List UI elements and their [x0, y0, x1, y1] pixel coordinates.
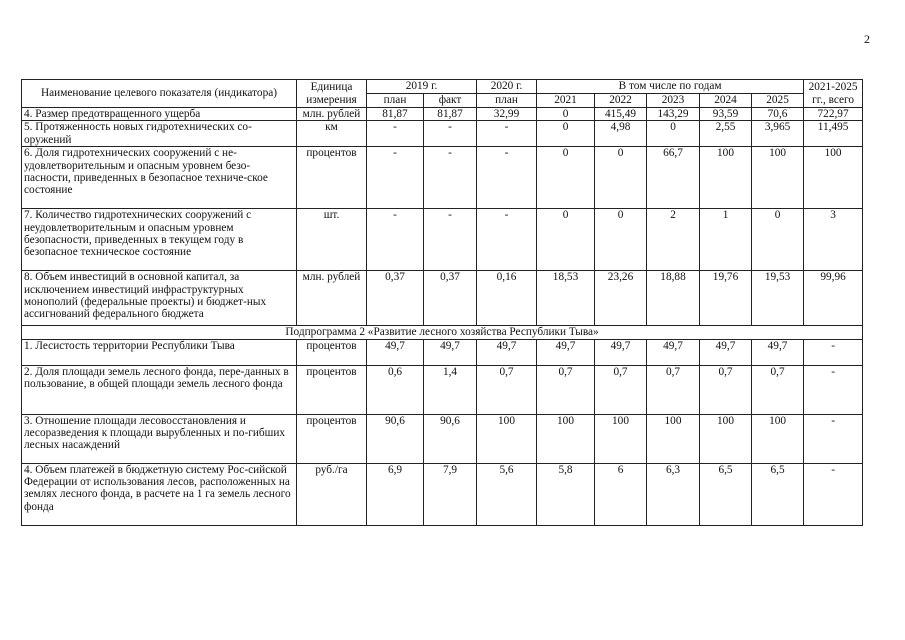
indicator-value: 0	[537, 108, 595, 121]
indicator-value: -	[477, 209, 537, 271]
indicator-unit: процентов	[297, 365, 367, 414]
indicator-value: 0	[595, 147, 647, 209]
header-year-2022: 2022	[595, 94, 647, 108]
indicator-value: -	[477, 147, 537, 209]
table-row	[22, 339, 863, 365]
indicator-value: -	[804, 365, 863, 414]
indicator-value: 49,7	[700, 339, 752, 365]
indicator-name: 3. Отношение площади лесовосстановления и лесоразведения к площади вырубленных и по-гибших лесных насаждений	[22, 414, 297, 463]
indicator-value: 100	[647, 414, 700, 463]
subprogram-section	[22, 326, 863, 339]
indicator-name: 4. Объем платежей в бюджетную систему Рос-сийской Федерации от использования лесов, расположенных на землях лесного фонда, в расчете на 1 га земель лесного фонда	[22, 463, 297, 525]
indicator-value: 0,7	[537, 365, 595, 414]
indicator-value: 100	[477, 414, 537, 463]
indicator-value: 4,98	[595, 121, 647, 147]
indicator-value: 100	[752, 414, 804, 463]
indicator-value: 0,7	[700, 365, 752, 414]
indicator-value: 18,53	[537, 271, 595, 326]
table-row	[22, 365, 863, 414]
indicator-value: 143,29	[647, 108, 700, 121]
table-row	[22, 147, 863, 209]
indicator-unit: руб./га	[297, 463, 367, 525]
indicator-value: -	[424, 147, 477, 209]
table-row	[22, 209, 863, 271]
indicator-value: 2,55	[700, 121, 752, 147]
indicator-value: 49,7	[752, 339, 804, 365]
indicator-unit: млн. рублей	[297, 108, 367, 121]
indicator-value: 49,7	[477, 339, 537, 365]
header-row-1	[22, 80, 863, 94]
indicator-value: 49,7	[647, 339, 700, 365]
indicator-value: 11,495	[804, 121, 863, 147]
subprogram-row	[22, 326, 863, 339]
indicator-value: 6,9	[367, 463, 424, 525]
indicator-value: 3	[804, 209, 863, 271]
indicator-name: 1. Лесистость территории Республики Тыва	[22, 339, 297, 365]
indicator-value: 81,87	[367, 108, 424, 121]
indicator-value: 19,53	[752, 271, 804, 326]
indicator-name: 8. Объем инвестиций в основной капитал, за исключением инвестиций инфраструктурных монополий (федеральные проекты) и бюджет-ных ассигнований федерального бюджета	[22, 271, 297, 326]
indicator-value: -	[804, 463, 863, 525]
header-plan-2020: план	[477, 94, 537, 108]
indicator-value: 0,6	[367, 365, 424, 414]
header-by-years: В том числе по годам	[537, 80, 804, 94]
indicator-value: 0,7	[647, 365, 700, 414]
indicator-unit: млн. рублей	[297, 271, 367, 326]
indicator-value: 100	[595, 414, 647, 463]
indicator-value: 1,4	[424, 365, 477, 414]
indicator-value: 0	[647, 121, 700, 147]
table-body-subprogram-1	[22, 108, 863, 326]
indicator-value: -	[477, 121, 537, 147]
table-row	[22, 121, 863, 147]
indicator-value: 0	[595, 209, 647, 271]
indicator-value: 32,99	[477, 108, 537, 121]
header-total: 2021-2025 гг., всего	[804, 80, 863, 108]
indicator-value: 70,6	[752, 108, 804, 121]
indicator-value: -	[424, 121, 477, 147]
indicators-table	[21, 79, 863, 526]
indicator-name: 2. Доля площади земель лесного фонда, пере-данных в пользование, в общей площади земель лесного фонда	[22, 365, 297, 414]
indicator-value: 0	[752, 209, 804, 271]
indicator-value: 49,7	[595, 339, 647, 365]
indicator-value: 90,6	[424, 414, 477, 463]
indicator-unit: процентов	[297, 414, 367, 463]
indicator-value: 0	[537, 209, 595, 271]
indicator-value: 6	[595, 463, 647, 525]
indicator-value: 90,6	[367, 414, 424, 463]
header-year-2024: 2024	[700, 94, 752, 108]
indicator-unit: шт.	[297, 209, 367, 271]
indicator-name: 5. Протяженность новых гидротехнических со-оружений	[22, 121, 297, 147]
indicator-value: 0	[537, 121, 595, 147]
indicator-value: 99,96	[804, 271, 863, 326]
indicator-value: 100	[700, 147, 752, 209]
indicator-value: 0,37	[367, 271, 424, 326]
table-row	[22, 271, 863, 326]
indicator-value: 100	[700, 414, 752, 463]
indicator-value: -	[367, 147, 424, 209]
indicator-value: 7,9	[424, 463, 477, 525]
indicator-value: 81,87	[424, 108, 477, 121]
indicator-value: -	[804, 414, 863, 463]
page-number: 2	[864, 32, 870, 46]
indicator-value: 49,7	[367, 339, 424, 365]
indicator-value: 6,5	[700, 463, 752, 525]
header-year-2025: 2025	[752, 94, 804, 108]
header-name: Наименование целевого показателя (индикатора)	[22, 80, 297, 108]
indicator-value: 415,49	[595, 108, 647, 121]
indicator-value: 100	[752, 147, 804, 209]
indicator-value: 5,8	[537, 463, 595, 525]
indicator-value: 722,97	[804, 108, 863, 121]
indicator-value: 49,7	[424, 339, 477, 365]
indicator-value: 93,59	[700, 108, 752, 121]
indicator-unit: процентов	[297, 147, 367, 209]
indicator-value: -	[367, 209, 424, 271]
header-fact-2019: факт	[424, 94, 477, 108]
indicator-value: 0,16	[477, 271, 537, 326]
indicator-value: 18,88	[647, 271, 700, 326]
indicator-value: 19,76	[700, 271, 752, 326]
indicator-unit: км	[297, 121, 367, 147]
indicator-unit: процентов	[297, 339, 367, 365]
header-unit: Единица измерения	[297, 80, 367, 108]
indicator-value: 100	[804, 147, 863, 209]
indicator-value: 2	[647, 209, 700, 271]
table-row	[22, 463, 863, 525]
indicator-value: 6,3	[647, 463, 700, 525]
indicator-value: 1	[700, 209, 752, 271]
indicator-value: 66,7	[647, 147, 700, 209]
indicator-value: 0,37	[424, 271, 477, 326]
indicator-value: 3,965	[752, 121, 804, 147]
table-row	[22, 108, 863, 121]
indicator-name: 6. Доля гидротехнических сооружений с не-удовлетворительным и опасным уровнем безо-пасности, приведенных в безопасное техниче-ское состояние	[22, 147, 297, 209]
indicator-value: -	[804, 339, 863, 365]
header-year-2021: 2021	[537, 94, 595, 108]
indicator-value: 5,6	[477, 463, 537, 525]
indicator-value: 49,7	[537, 339, 595, 365]
indicator-value: 0,7	[752, 365, 804, 414]
table-row	[22, 414, 863, 463]
indicator-value: 0,7	[595, 365, 647, 414]
indicator-value: -	[424, 209, 477, 271]
indicator-value: -	[367, 121, 424, 147]
indicator-value: 0	[537, 147, 595, 209]
indicator-value: 23,26	[595, 271, 647, 326]
indicator-name: 7. Количество гидротехнических сооружений с неудовлетворительным и опасным уровнем безопасности, приведенных в текущем году в безопасное техническое состояние	[22, 209, 297, 271]
table-body-subprogram-2	[22, 339, 863, 525]
header-plan-2019: план	[367, 94, 424, 108]
indicator-value: 6,5	[752, 463, 804, 525]
header-2020: 2020 г.	[477, 80, 537, 94]
indicator-name: 4. Размер предотвращенного ущерба	[22, 108, 297, 121]
indicator-value: 100	[537, 414, 595, 463]
indicator-value: 0,7	[477, 365, 537, 414]
header-year-2023: 2023	[647, 94, 700, 108]
subprogram-title: Подпрограмма 2 «Развитие лесного хозяйства Республики Тыва»	[22, 326, 863, 339]
header-2019: 2019 г.	[367, 80, 477, 94]
